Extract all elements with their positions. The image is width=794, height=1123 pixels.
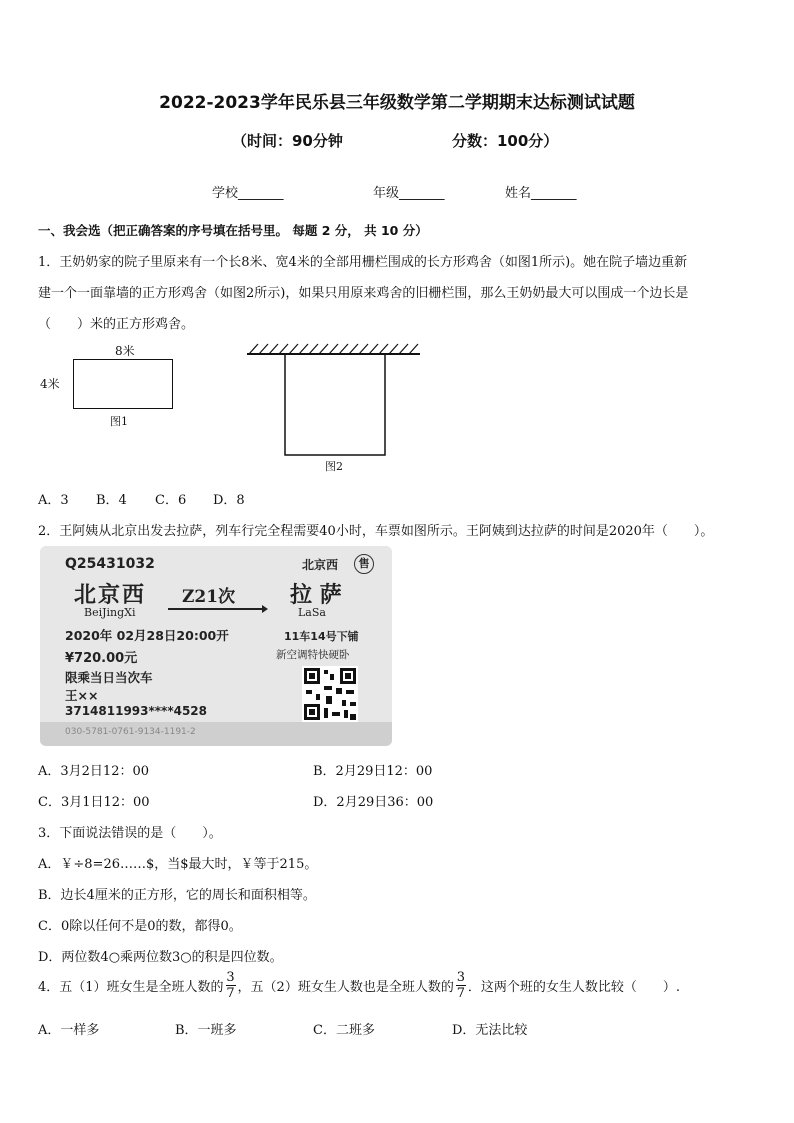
fig2-wall-square bbox=[245, 342, 425, 462]
qr-code-icon bbox=[302, 666, 358, 722]
q1-option-a[interactable]: A．3 bbox=[38, 493, 69, 508]
ticket-note: 限乘当日当次车 bbox=[65, 670, 153, 685]
ticket-id: 3714811993****4528 bbox=[65, 704, 207, 718]
q4-stem bbox=[38, 970, 680, 1001]
fig1-width-label: 4米 bbox=[40, 377, 60, 391]
fig1-caption: 图1 bbox=[110, 415, 128, 428]
q3-option-d[interactable]: D．两位数4○乘两位数3○的积是四位数。 bbox=[38, 950, 283, 965]
q1-option-c[interactable]: C．6 bbox=[155, 493, 187, 508]
q2-option-b[interactable]: B．2月29日12：00 bbox=[313, 764, 433, 779]
ticket-footer: 030-5781-0761-9134-1191-2 bbox=[65, 727, 196, 737]
ticket-class: 新空调特快硬卧 bbox=[276, 649, 350, 661]
q2-option-a[interactable]: A．3月2日12：00 bbox=[38, 764, 150, 779]
grade-field[interactable]: 年级_______ bbox=[373, 186, 445, 201]
ticket-datetime: 2020年 02月28日20:00开 bbox=[65, 628, 229, 643]
fraction-denominator: 7 bbox=[226, 986, 235, 1001]
ticket-sale-mark: 售 bbox=[354, 554, 374, 574]
exam-time: （时间：90分钟 bbox=[232, 132, 343, 150]
ticket-number: Q25431032 bbox=[65, 556, 155, 572]
q4-part2: ，五（2）班女生人数也是全班人数的 bbox=[237, 980, 454, 995]
q2-option-c[interactable]: C．3月1日12：00 bbox=[38, 795, 150, 810]
q4-option-b[interactable]: B．一班多 bbox=[175, 1023, 237, 1038]
q3-option-a[interactable]: A．￥÷8=26……$，当$最大时，￥等于215。 bbox=[38, 857, 318, 872]
q1-option-d[interactable]: D．8 bbox=[213, 493, 245, 508]
ticket-passenger: 王×× bbox=[65, 688, 99, 703]
q4-part3: ．这两个班的女生人数比较（ ）. bbox=[467, 980, 680, 995]
fig1-rectangle bbox=[73, 359, 173, 409]
q1-line3: （ ）米的正方形鸡舍。 bbox=[38, 317, 195, 332]
q3-option-c[interactable]: C．0除以任何不是0的数，都得0。 bbox=[38, 919, 242, 934]
q1-line1: 1．王奶奶家的院子里原来有一个长8米、宽4米的全部用栅栏围成的长方形鸡舍（如图1所示)。她在院子墙边重新 bbox=[38, 255, 688, 270]
train-ticket-image bbox=[40, 546, 392, 746]
section-heading: 一、我会选（把正确答案的序号填在括号里。 每题 2 分， 共 10 分） bbox=[38, 223, 428, 238]
q4-option-c[interactable]: C．二班多 bbox=[313, 1023, 375, 1038]
q2-option-d[interactable]: D．2月29日36：00 bbox=[313, 795, 434, 810]
q3-stem: 3．下面说法错误的是（ ）。 bbox=[38, 826, 222, 841]
q1-option-b[interactable]: B．4 bbox=[96, 493, 127, 508]
fraction-three-sevenths bbox=[456, 970, 466, 1001]
fraction-denominator: 7 bbox=[456, 986, 465, 1001]
ticket-price: ¥720.00元 bbox=[65, 651, 138, 666]
ticket-arrow-icon bbox=[168, 604, 268, 614]
ticket-to: 拉 萨 bbox=[290, 583, 342, 608]
q2-stem: 2．王阿姨从北京出发去拉萨，列车行完全程需要40小时，车票如图所示。王阿姨到达拉萨的时间是2020年（ ）。 bbox=[38, 524, 714, 539]
fraction-numerator: 3 bbox=[456, 970, 465, 985]
fig2-caption: 图2 bbox=[325, 460, 343, 473]
fraction-numerator: 3 bbox=[226, 970, 235, 985]
fig1-length-label: 8米 bbox=[115, 344, 135, 358]
page-title: 2022-2023学年民乐县三年级数学第二学期期末达标测试试题 bbox=[159, 93, 635, 113]
exam-score: 分数：100分） bbox=[452, 132, 559, 150]
name-field[interactable]: 姓名_______ bbox=[505, 186, 577, 201]
school-field[interactable]: 学校_______ bbox=[212, 186, 284, 201]
q4-part1: 4．五（1）班女生是全班人数的 bbox=[38, 980, 224, 995]
ticket-to-pinyin: LaSa bbox=[298, 606, 326, 619]
ticket-from: 北京西 bbox=[74, 583, 147, 608]
q4-option-d[interactable]: D．无法比较 bbox=[452, 1023, 528, 1038]
ticket-from-pinyin: BeiJingXi bbox=[84, 606, 136, 619]
q4-option-a[interactable]: A．一样多 bbox=[38, 1023, 100, 1038]
q1-line2: 建一个一面靠墙的正方形鸡舍（如图2所示)，如果只用原来鸡舍的旧栅栏围，那么王奶奶最大可以围成一个边长是 bbox=[38, 286, 689, 301]
ticket-seat: 11车14号下铺 bbox=[284, 630, 359, 643]
fraction-three-sevenths bbox=[226, 970, 236, 1001]
ticket-station-stamp: 北京西 bbox=[302, 558, 339, 572]
q3-option-b[interactable]: B．边长4厘米的正方形，它的周长和面积相等。 bbox=[38, 888, 316, 903]
ticket-train: Z21次 bbox=[182, 587, 236, 607]
